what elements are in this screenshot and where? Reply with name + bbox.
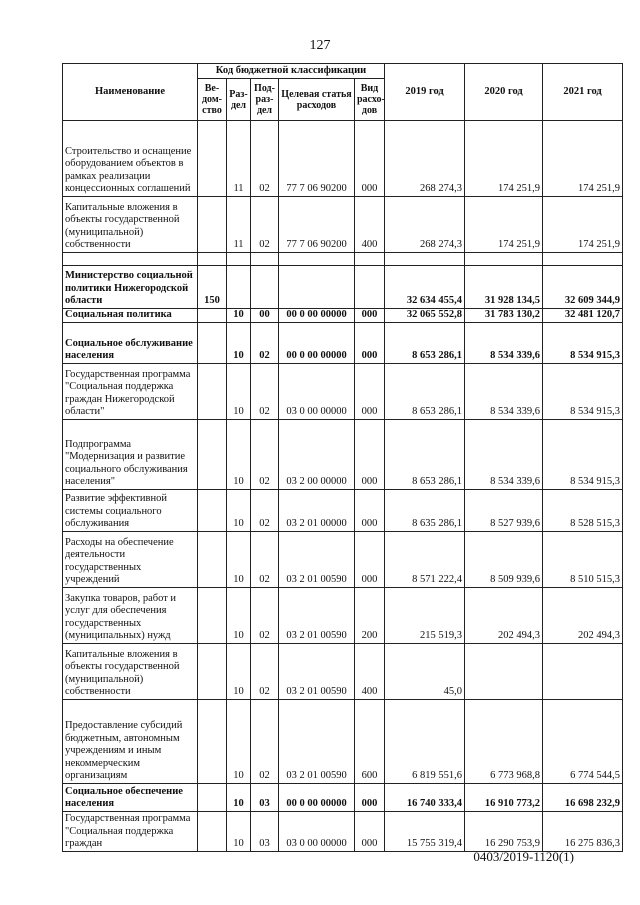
row-value-2021: 16 275 836,3 xyxy=(543,812,623,852)
header-name: Наименование xyxy=(63,64,198,121)
row-razdel: 10 xyxy=(227,812,251,852)
row-vedomstvo xyxy=(198,420,227,490)
row-razdel: 10 xyxy=(227,420,251,490)
row-name: Социальное обеспечение населения xyxy=(63,784,198,812)
row-value-2019: 215 519,3 xyxy=(385,588,465,644)
row-name: Предоставление субсидий бюджетным, автономным учреждениям и иным некоммерческим организациям xyxy=(63,700,198,784)
row-value-2019: 8 571 222,4 xyxy=(385,532,465,588)
row-target-article: 00 0 00 00000 xyxy=(279,323,355,364)
row-expense-type: 000 xyxy=(355,309,385,323)
row-podrazdel: 02 xyxy=(251,197,279,253)
table-header xyxy=(63,64,623,121)
row-value-2020: 16 910 773,2 xyxy=(465,784,543,812)
row-value-2019: 8 635 286,1 xyxy=(385,490,465,532)
row-expense-type: 000 xyxy=(355,323,385,364)
row-podrazdel: 03 xyxy=(251,784,279,812)
row-value-2021: 8 534 915,3 xyxy=(543,364,623,420)
row-value-2021: 174 251,9 xyxy=(543,121,623,197)
table-row xyxy=(63,588,623,644)
row-expense-type: 600 xyxy=(355,700,385,784)
row-expense-type xyxy=(355,266,385,309)
row-value-2019: 6 819 551,6 xyxy=(385,700,465,784)
row-value-2021: 202 494,3 xyxy=(543,588,623,644)
row-target-article: 00 0 00 00000 xyxy=(279,784,355,812)
row-value-2019: 8 653 286,1 xyxy=(385,420,465,490)
row-target-article: 03 0 00 00000 xyxy=(279,812,355,852)
header-year-2021: 2021 год xyxy=(543,64,623,121)
header-razdel: Раз-дел xyxy=(227,79,251,121)
row-podrazdel: 02 xyxy=(251,532,279,588)
row-value-2019: 45,0 xyxy=(385,644,465,700)
row-expense-type: 000 xyxy=(355,812,385,852)
row-target-article xyxy=(279,253,355,266)
row-expense-type: 000 xyxy=(355,532,385,588)
row-expense-type: 200 xyxy=(355,588,385,644)
header-vid: Вид расхо-дов xyxy=(355,79,385,121)
row-razdel xyxy=(227,266,251,309)
row-value-2019: 8 653 286,1 xyxy=(385,323,465,364)
row-value-2020: 202 494,3 xyxy=(465,588,543,644)
row-vedomstvo xyxy=(198,532,227,588)
row-name: Государственная программа "Социальная поддержка граждан Нижегородской области" xyxy=(63,364,198,420)
row-value-2021: 8 510 515,3 xyxy=(543,532,623,588)
row-target-article: 03 2 00 00000 xyxy=(279,420,355,490)
row-vedomstvo xyxy=(198,121,227,197)
row-podrazdel: 00 xyxy=(251,309,279,323)
row-target-article xyxy=(279,266,355,309)
row-value-2021: 32 609 344,9 xyxy=(543,266,623,309)
row-vedomstvo xyxy=(198,700,227,784)
row-podrazdel: 02 xyxy=(251,323,279,364)
row-vedomstvo xyxy=(198,490,227,532)
table-row xyxy=(63,323,623,364)
row-podrazdel: 03 xyxy=(251,812,279,852)
table-row xyxy=(63,121,623,197)
row-value-2021: 8 534 915,3 xyxy=(543,420,623,490)
row-podrazdel xyxy=(251,253,279,266)
row-razdel: 10 xyxy=(227,323,251,364)
row-value-2019: 268 274,3 xyxy=(385,121,465,197)
row-value-2021 xyxy=(543,644,623,700)
row-name: Закупка товаров, работ и услуг для обеспечения государственных (муниципальных) нужд xyxy=(63,588,198,644)
row-value-2020: 16 290 753,9 xyxy=(465,812,543,852)
header-tselevaya: Целевая статья расходов xyxy=(279,79,355,121)
table-row xyxy=(63,812,623,852)
row-value-2019: 16 740 333,4 xyxy=(385,784,465,812)
row-podrazdel: 02 xyxy=(251,364,279,420)
row-razdel: 10 xyxy=(227,784,251,812)
table-row xyxy=(63,266,623,309)
row-value-2019: 268 274,3 xyxy=(385,197,465,253)
row-vedomstvo: 150 xyxy=(198,266,227,309)
row-razdel: 10 xyxy=(227,588,251,644)
row-value-2021 xyxy=(543,253,623,266)
row-target-article: 00 0 00 00000 xyxy=(279,309,355,323)
row-expense-type: 000 xyxy=(355,490,385,532)
table-row xyxy=(63,309,623,323)
header-code-group: Код бюджетной классификации xyxy=(198,64,385,79)
table-body xyxy=(63,121,623,852)
row-value-2019: 32 065 552,8 xyxy=(385,309,465,323)
row-razdel: 10 xyxy=(227,364,251,420)
row-name: Подпрограмма "Модернизация и развитие социального обслуживания населения" xyxy=(63,420,198,490)
row-value-2019: 15 755 319,4 xyxy=(385,812,465,852)
row-razdel: 11 xyxy=(227,197,251,253)
row-value-2020: 174 251,9 xyxy=(465,197,543,253)
row-name: Социальная политика xyxy=(63,309,198,323)
row-podrazdel: 02 xyxy=(251,700,279,784)
row-expense-type: 000 xyxy=(355,121,385,197)
row-value-2021: 32 481 120,7 xyxy=(543,309,623,323)
row-expense-type: 400 xyxy=(355,644,385,700)
row-razdel: 10 xyxy=(227,532,251,588)
row-value-2020: 8 534 339,6 xyxy=(465,323,543,364)
row-value-2019: 8 653 286,1 xyxy=(385,364,465,420)
row-razdel: 10 xyxy=(227,309,251,323)
row-value-2020: 8 534 339,6 xyxy=(465,364,543,420)
budget-table xyxy=(62,63,623,852)
row-expense-type: 000 xyxy=(355,364,385,420)
row-vedomstvo xyxy=(198,323,227,364)
row-target-article: 77 7 06 90200 xyxy=(279,197,355,253)
row-value-2020: 8 534 339,6 xyxy=(465,420,543,490)
row-value-2019 xyxy=(385,253,465,266)
row-vedomstvo xyxy=(198,197,227,253)
row-name: Капитальные вложения в объекты государственной (муниципальной) собственности xyxy=(63,644,198,700)
row-value-2021: 6 774 544,5 xyxy=(543,700,623,784)
row-value-2020: 6 773 968,8 xyxy=(465,700,543,784)
row-target-article: 77 7 06 90200 xyxy=(279,121,355,197)
row-vedomstvo xyxy=(198,588,227,644)
row-podrazdel: 02 xyxy=(251,420,279,490)
row-value-2020: 31 783 130,2 xyxy=(465,309,543,323)
row-target-article: 03 0 00 00000 xyxy=(279,364,355,420)
row-expense-type xyxy=(355,253,385,266)
row-vedomstvo xyxy=(198,644,227,700)
row-podrazdel xyxy=(251,266,279,309)
header-year-2019: 2019 год xyxy=(385,64,465,121)
row-target-article: 03 2 01 00590 xyxy=(279,700,355,784)
row-vedomstvo xyxy=(198,784,227,812)
row-target-article: 03 2 01 00590 xyxy=(279,532,355,588)
row-name: Министерство социальной политики Нижегородской области xyxy=(63,266,198,309)
row-razdel: 11 xyxy=(227,121,251,197)
row-name: Строительство и оснащение оборудованием объектов в рамках реализации концессионных соглашений xyxy=(63,121,198,197)
table-row xyxy=(63,700,623,784)
row-target-article: 03 2 01 00590 xyxy=(279,588,355,644)
row-name: Расходы на обеспечение деятельности государственных учреждений xyxy=(63,532,198,588)
table-row xyxy=(63,197,623,253)
table-row xyxy=(63,644,623,700)
row-vedomstvo xyxy=(198,812,227,852)
table-row xyxy=(63,364,623,420)
row-razdel xyxy=(227,253,251,266)
row-target-article: 03 2 01 00590 xyxy=(279,644,355,700)
row-name: Социальное обслуживание населения xyxy=(63,323,198,364)
header-podrazdel: Под-раз-дел xyxy=(251,79,279,121)
row-name: Государственная программа "Социальная поддержка граждан xyxy=(63,812,198,852)
row-value-2020: 8 509 939,6 xyxy=(465,532,543,588)
table-row xyxy=(63,532,623,588)
row-value-2020: 31 928 134,5 xyxy=(465,266,543,309)
row-razdel: 10 xyxy=(227,490,251,532)
row-name: Развитие эффективной системы социального обслуживания xyxy=(63,490,198,532)
document-code: 0403/2019-1120(1) xyxy=(473,849,574,864)
row-podrazdel: 02 xyxy=(251,588,279,644)
row-vedomstvo xyxy=(198,253,227,266)
row-expense-type: 400 xyxy=(355,197,385,253)
row-value-2021: 174 251,9 xyxy=(543,197,623,253)
row-podrazdel: 02 xyxy=(251,121,279,197)
row-value-2020 xyxy=(465,644,543,700)
table-row xyxy=(63,784,623,812)
row-value-2020: 174 251,9 xyxy=(465,121,543,197)
row-value-2021: 8 528 515,3 xyxy=(543,490,623,532)
row-target-article: 03 2 01 00000 xyxy=(279,490,355,532)
row-name xyxy=(63,253,198,266)
row-vedomstvo xyxy=(198,364,227,420)
table-row xyxy=(63,253,623,266)
row-razdel: 10 xyxy=(227,700,251,784)
table-row xyxy=(63,490,623,532)
row-expense-type: 000 xyxy=(355,784,385,812)
header-year-2020: 2020 год xyxy=(465,64,543,121)
header-vedomstvo: Ве-дом-ство xyxy=(198,79,227,121)
row-name: Капитальные вложения в объекты государственной (муниципальной) собственности xyxy=(63,197,198,253)
row-value-2021: 16 698 232,9 xyxy=(543,784,623,812)
row-value-2020 xyxy=(465,253,543,266)
table-row xyxy=(63,420,623,490)
row-value-2021: 8 534 915,3 xyxy=(543,323,623,364)
row-expense-type: 000 xyxy=(355,420,385,490)
row-razdel: 10 xyxy=(227,644,251,700)
page-number: 127 xyxy=(309,38,331,53)
row-value-2020: 8 527 939,6 xyxy=(465,490,543,532)
row-podrazdel: 02 xyxy=(251,490,279,532)
row-vedomstvo xyxy=(198,309,227,323)
row-value-2019: 32 634 455,4 xyxy=(385,266,465,309)
row-podrazdel: 02 xyxy=(251,644,279,700)
